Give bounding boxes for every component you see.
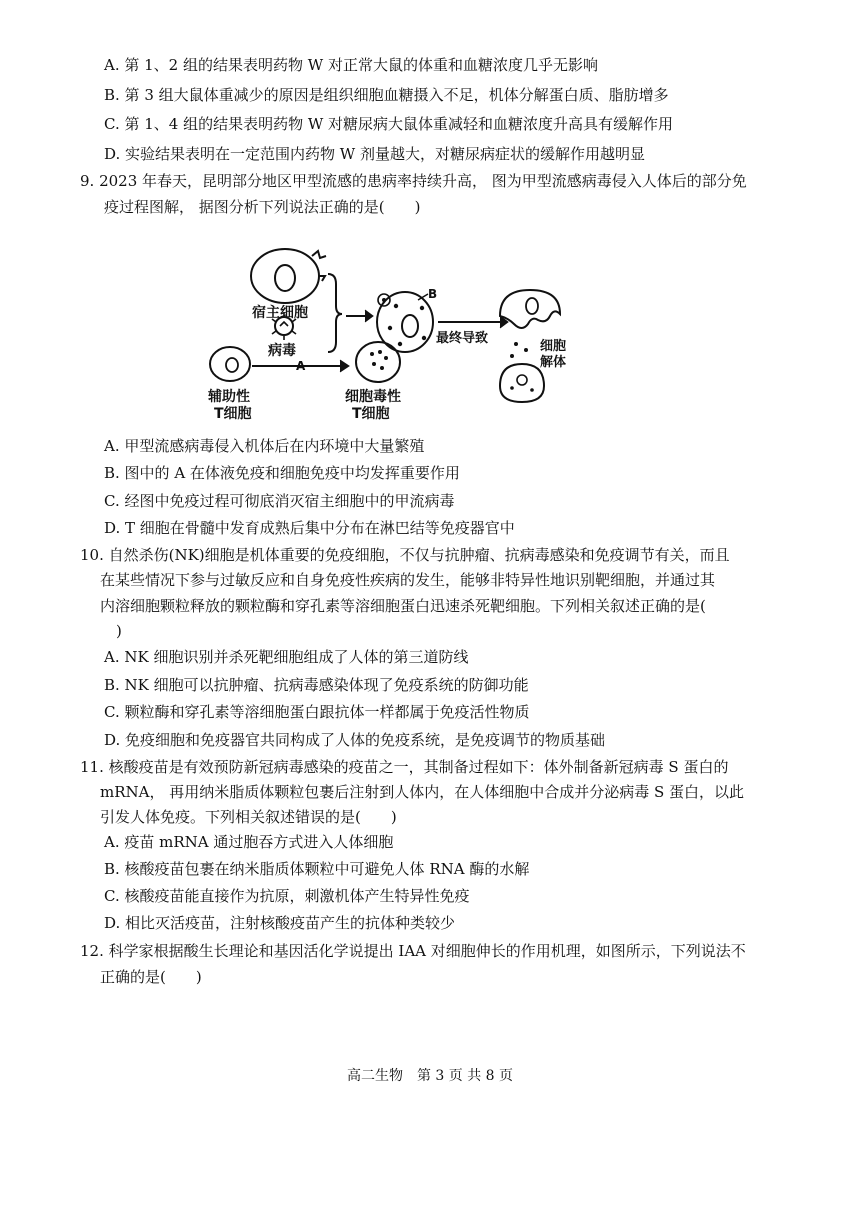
- q10-option-d: D. 免疫细胞和免疫器官共同构成了人体的免疫系统，是免疫调节的物质基础: [104, 731, 606, 749]
- q8-option-c: C. 第 1、4 组的结果表明药物 W 对糖尿病大鼠体重减轻和血糖浓度升高具有缓解作用: [104, 115, 674, 133]
- q10-option-c: C. 颗粒酶和穿孔素等溶细胞蛋白跟抗体一样都属于免疫活性物质: [104, 703, 530, 721]
- q10-stem-line3: 内溶细胞颗粒释放的颗粒酶和穿孔素等溶细胞蛋白迅速杀死靶细胞。下列相关叙述正确的是(: [100, 597, 706, 615]
- cytotoxic-t-label-1: 细胞毒性: [345, 389, 401, 405]
- helper-t-label-2: T细胞: [214, 406, 252, 422]
- host-cell-label: 宿主细胞: [252, 305, 308, 321]
- page-footer: 高二生物 第 3 页 共 8 页: [346, 1068, 514, 1084]
- lysis-label-2: 解体: [540, 355, 567, 370]
- q9-option-d: D. T 细胞在骨髓中发育成熟后集中分布在淋巴结等免疫器官中: [104, 519, 515, 537]
- cytotoxic-t-label-2: T细胞: [352, 406, 390, 422]
- arrow-a-label: A: [296, 359, 306, 373]
- q12-stem-line2: 正确的是( ): [100, 968, 202, 986]
- q10-stem-line2: 在某些情况下参与过敏反应和自身免疫性疾病的发生，能够非特异性地识别靶细胞，并通过其: [100, 571, 716, 589]
- host-cell-figure: [251, 249, 326, 303]
- immune-process-diagram: [200, 238, 567, 428]
- helper-t-cell-figure: [210, 347, 250, 381]
- q8-option-a: A. 第 1、2 组的结果表明药物 W 对正常大鼠的体重和血糖浓度几乎无影响: [104, 56, 598, 74]
- q9-option-a: A. 甲型流感病毒侵入机体后在内环境中大量繁殖: [104, 437, 425, 455]
- q9-stem-line2: 疫过程图解， 据图分析下列说法正确的是( ): [104, 198, 421, 216]
- helper-t-label-1: 辅助性: [208, 389, 250, 405]
- q9-option-b: B. 图中的 A 在体液免疫和细胞免疫中均发挥重要作用: [104, 464, 460, 482]
- q11-stem-line2: mRNA， 再用纳米脂质体颗粒包裹后注射到人体内，在人体细胞中合成并分泌病毒 S 蛋白，以此: [100, 783, 745, 801]
- q9-stem-line1: 9. 2023 年春天，昆明部分地区甲型流感的患病率持续升高， 图为甲型流感病毒侵入人体后的部分免: [80, 172, 747, 190]
- q11-stem-line1: 11. 核酸疫苗是有效预防新冠病毒感染的疫苗之一，其制备过程如下：体外制备新冠病毒 S 蛋白的: [80, 758, 729, 776]
- q11-option-b: B. 核酸疫苗包裹在纳米脂质体颗粒中可避免人体 RNA 酶的水解: [104, 860, 530, 878]
- q12-stem-line1: 12. 科学家根据酸生长理论和基因活化学说提出 IAA 对细胞伸长的作用机理，如图所示，下列说法不: [80, 942, 746, 960]
- q10-stem-line1: 10. 自然杀伤(NK)细胞是机体重要的免疫细胞，不仅与抗肿瘤、抗病毒感染和免疫调节有关，而且: [80, 546, 730, 564]
- leads-to-label: 最终导致: [436, 331, 489, 346]
- q9-option-c: C. 经图中免疫过程可彻底消灭宿主细胞中的甲流病毒: [104, 492, 455, 510]
- label-b: B: [428, 287, 438, 301]
- q10-stem-line4: ): [116, 622, 122, 640]
- lysis-label-1: 细胞: [540, 339, 567, 354]
- q10-option-b: B. NK 细胞可以抗肿瘤、抗病毒感染体现了免疫系统的防御功能: [104, 676, 529, 694]
- q8-option-b: B. 第 3 组大鼠体重减少的原因是组织细胞血糖摄入不足，机体分解蛋白质、脂肪增多: [104, 86, 669, 104]
- q10-option-a: A. NK 细胞识别并杀死靶细胞组成了人体的第三道防线: [104, 648, 469, 666]
- q11-option-a: A. 疫苗 mRNA 通过胞吞方式进入人体细胞: [104, 833, 394, 851]
- cytotoxic-t-cell-figure: [356, 342, 400, 382]
- virus-label: 病毒: [268, 343, 296, 359]
- q11-option-d: D. 相比灭活疫苗，注射核酸疫苗产生的抗体种类较少: [104, 914, 456, 932]
- q11-option-c: C. 核酸疫苗能直接作为抗原，刺激机体产生特异性免疫: [104, 887, 470, 905]
- q8-option-d: D. 实验结果表明在一定范围内药物 W 剂量越大，对糖尿病症状的缓解作用越明显: [104, 145, 645, 163]
- q11-stem-line3: 引发人体免疫。下列相关叙述错误的是( ): [100, 808, 397, 826]
